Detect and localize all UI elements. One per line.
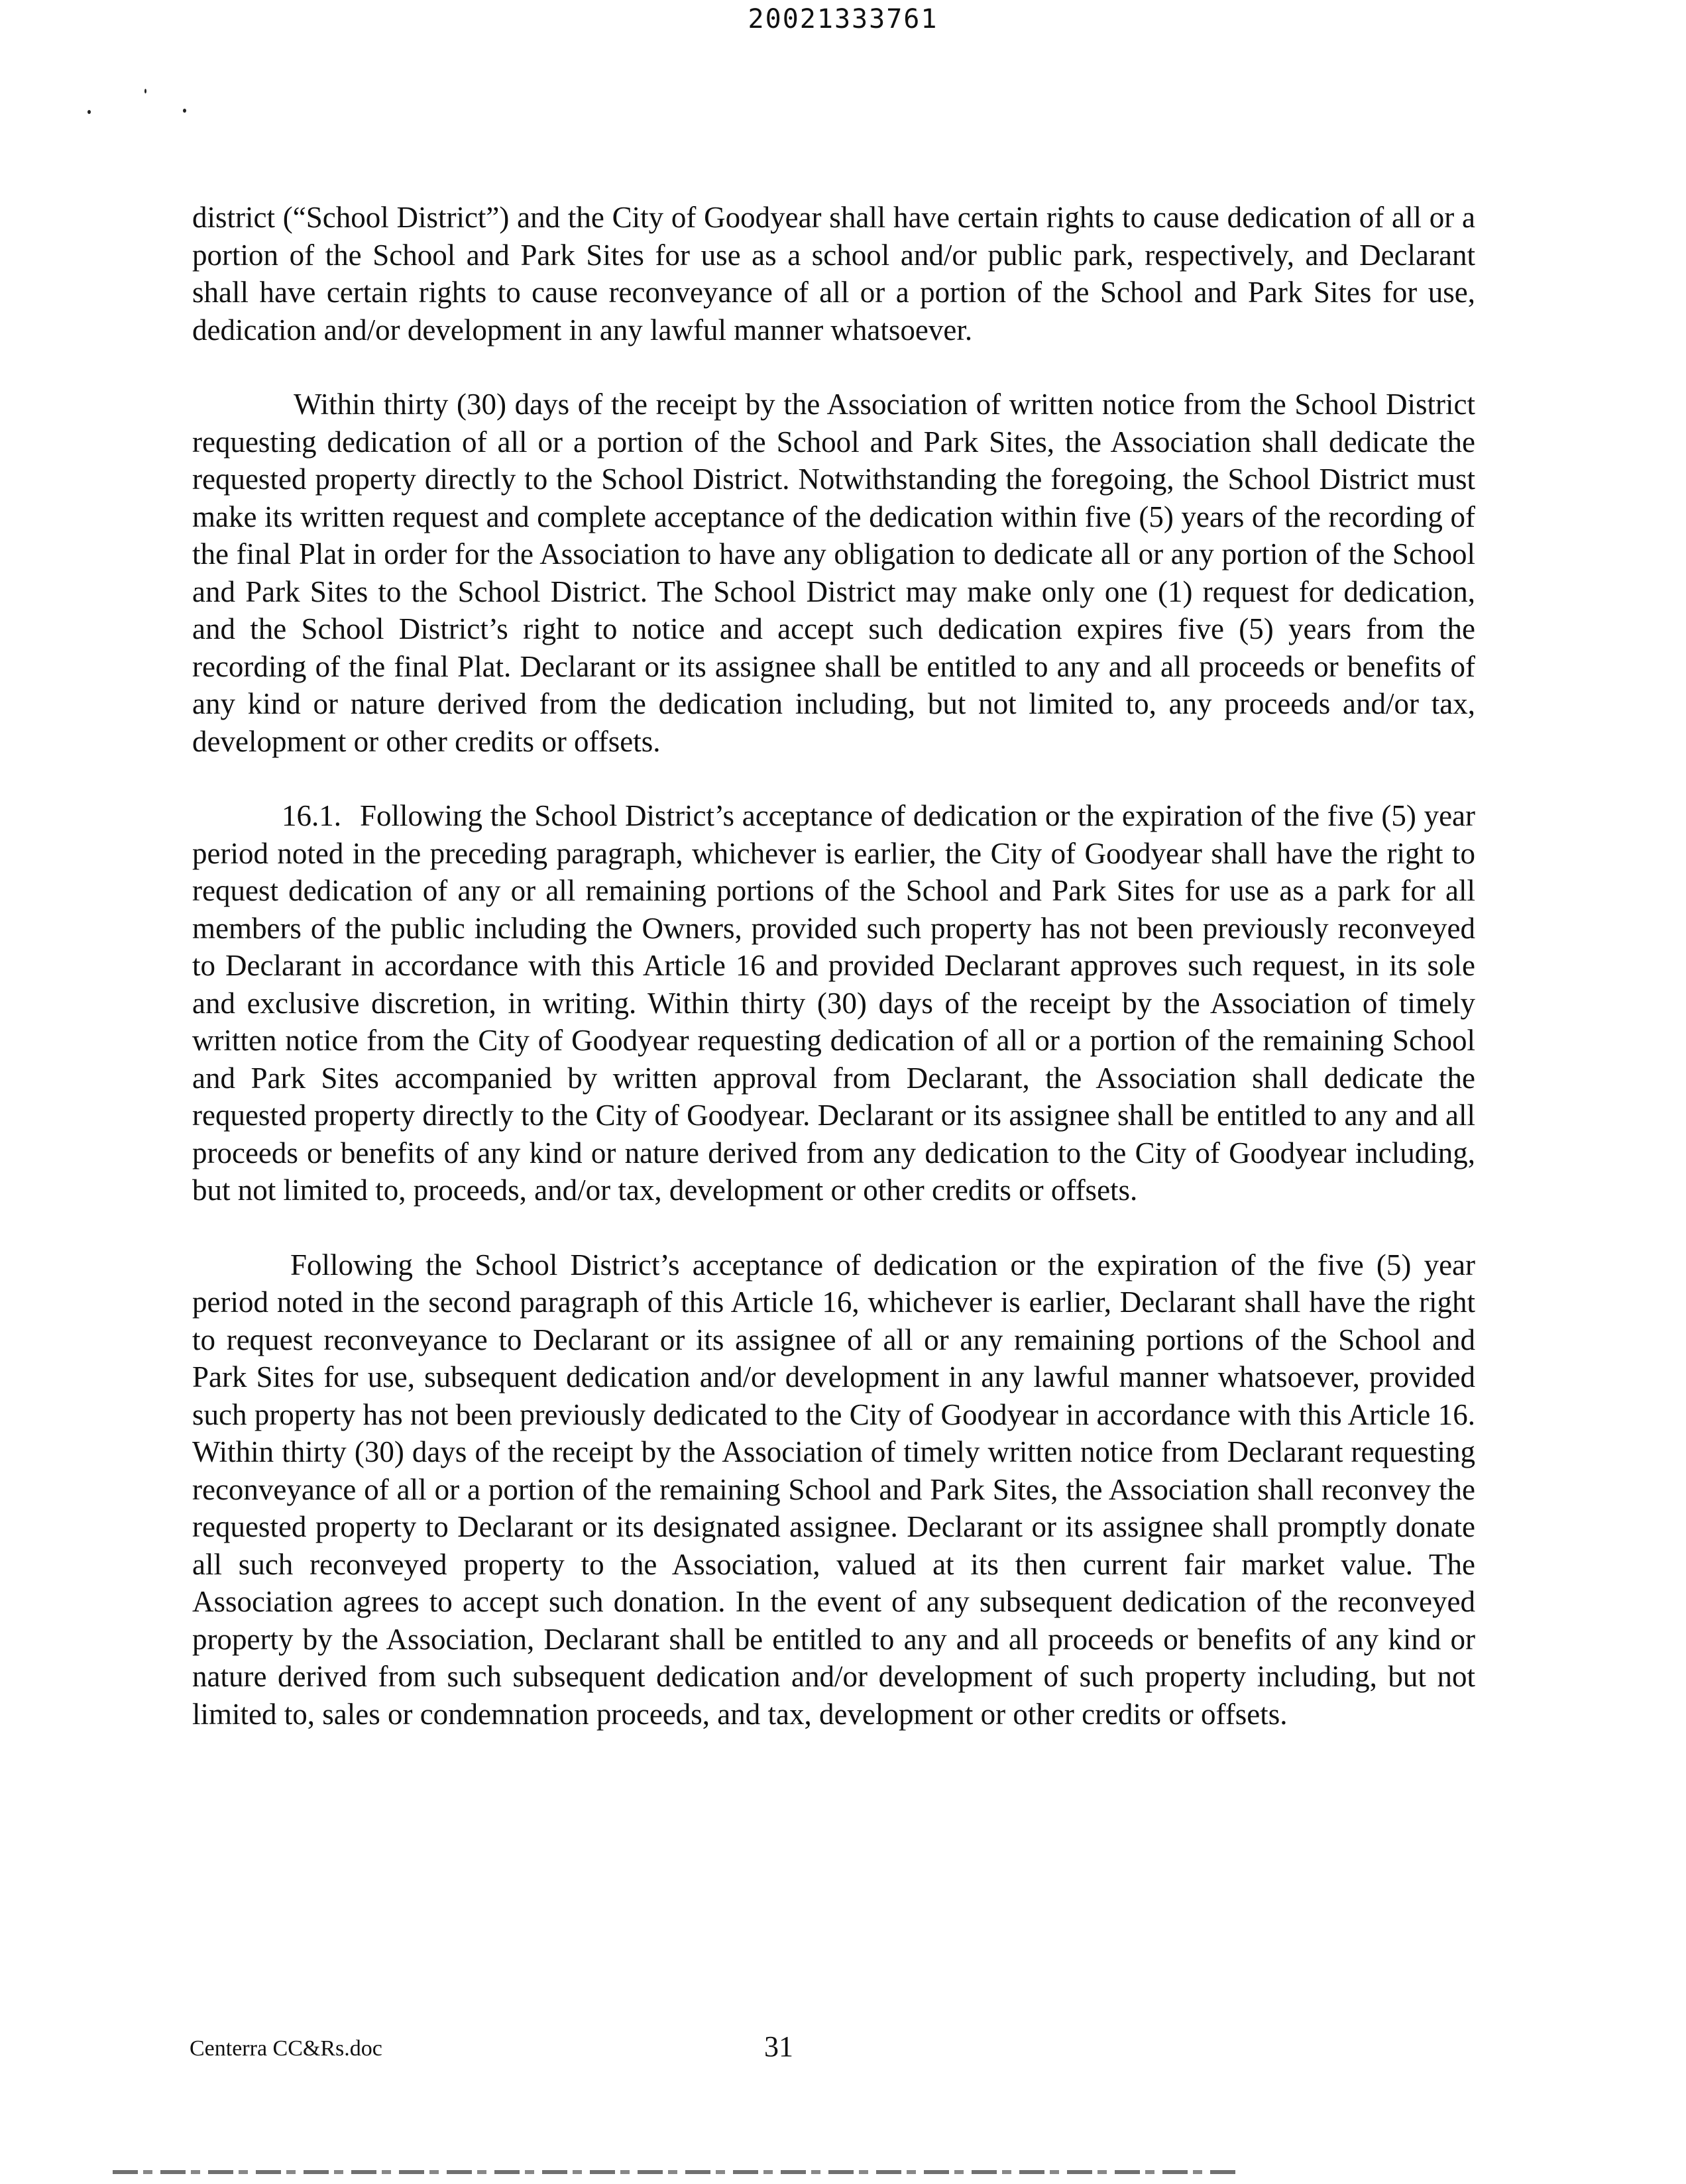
document-id: 20021333761	[748, 4, 938, 34]
scan-speck	[87, 110, 91, 114]
paragraph-declarant-reconveyance: Following the School District’s acceptance of dedication or the expiration of the five (5) year period noted in the second paragraph of this Article 16, whichever is earlier, Declarant shall have the right to request reconveyance to Declarant or its assignee of all or any remaining portions of the School and Park Sites for use, subsequent dedication and/or development in any lawful manner whatsoever, provided such property has not been previously dedicated to the City of Goodyear in accordance with this Article 16. Within thirty (30) days of the receipt by the Association of timely written notice from Declarant requesting reconveyance of all or a portion of the remaining School and Park Sites, the Association shall reconvey the requested property to Declarant or its designated assignee. Declarant or its assignee shall promptly donate all such reconveyed property to the Association, valued at its then current fair market value. The Association agrees to accept such donation. In the event of any subsequent dedication of the reconveyed property by the Association, Declarant shall be entitled to any and all proceeds or benefits of any kind or nature derived from such subsequent dedication and/or development of such property including, but not limited to, sales or condemnation proceeds, and tax, development or other credits or offsets.	[192, 1248, 1475, 1731]
footer-filename: Centerra CC&Rs.doc	[190, 2036, 382, 2061]
page-body	[192, 199, 1475, 1733]
paragraph-section-16-1	[192, 797, 1475, 1209]
section-16-1-text: Following the School District’s acceptance of dedication or the expiration of the five (5) year period noted in the preceding paragraph, whichever is earlier, the City of Goodyear shall have the right to request dedication of any or all remaining portions of the School and Park Sites for use as a park for all members of the public including the Owners, provided such property has not been previously reconveyed to Declarant in accordance with this Article 16 and provided Declarant approves such request, in its sole and exclusive discretion, in writing. Within thirty (30) days of the receipt by the Association of timely written notice from the City of Goodyear requesting dedication of all or a portion of the remaining School and Park Sites accompanied by written approval from Declarant, the Association shall dedicate the requested property directly to the City of Goodyear. Declarant or its assignee shall be entitled to any and all proceeds or benefits of any kind or nature derived from any dedication to the City of Goodyear including, but not limited to, proceeds, and/or tax, development or other credits or offsets.	[192, 799, 1475, 1207]
scan-speck	[144, 89, 146, 93]
paragraph-school-district-dedication: Within thirty (30) days of the receipt by the Association of written notice from the School District requesting dedication of all or a portion of the School and Park Sites, the Association shall dedicate the requested property directly to the School District. Notwithstanding the foregoing, the School District must make its written request and complete acceptance of the dedication within five (5) years of the recording of the final Plat in order for the Association to have any obligation to dedicate all or any portion of the School and Park Sites to the School District. The School District may make only one (1) request for dedication, and the School District’s right to notice and accept such dedication expires five (5) years from the recording of the final Plat. Declarant or its assignee shall be entitled to any and all proceeds or benefits of any kind or nature derived from the dedication including, but not limited to, any proceeds and/or tax, development or other credits or offsets.	[192, 388, 1475, 758]
page-number: 31	[764, 2030, 793, 2063]
scan-edge-artifact	[113, 2170, 1239, 2174]
paragraph-school-district-rights: district (“School District”) and the City of Goodyear shall have certain rights to cause dedication of all or a portion of the School and Park Sites for use as a school and/or public park, respectively, and Declarant shall have certain rights to cause reconveyance of all or a portion of the School and Park Sites for use, dedication and/or development in any lawful manner whatsoever.	[192, 201, 1475, 347]
section-number: 16.1.	[282, 799, 341, 832]
scan-speck	[183, 109, 186, 113]
